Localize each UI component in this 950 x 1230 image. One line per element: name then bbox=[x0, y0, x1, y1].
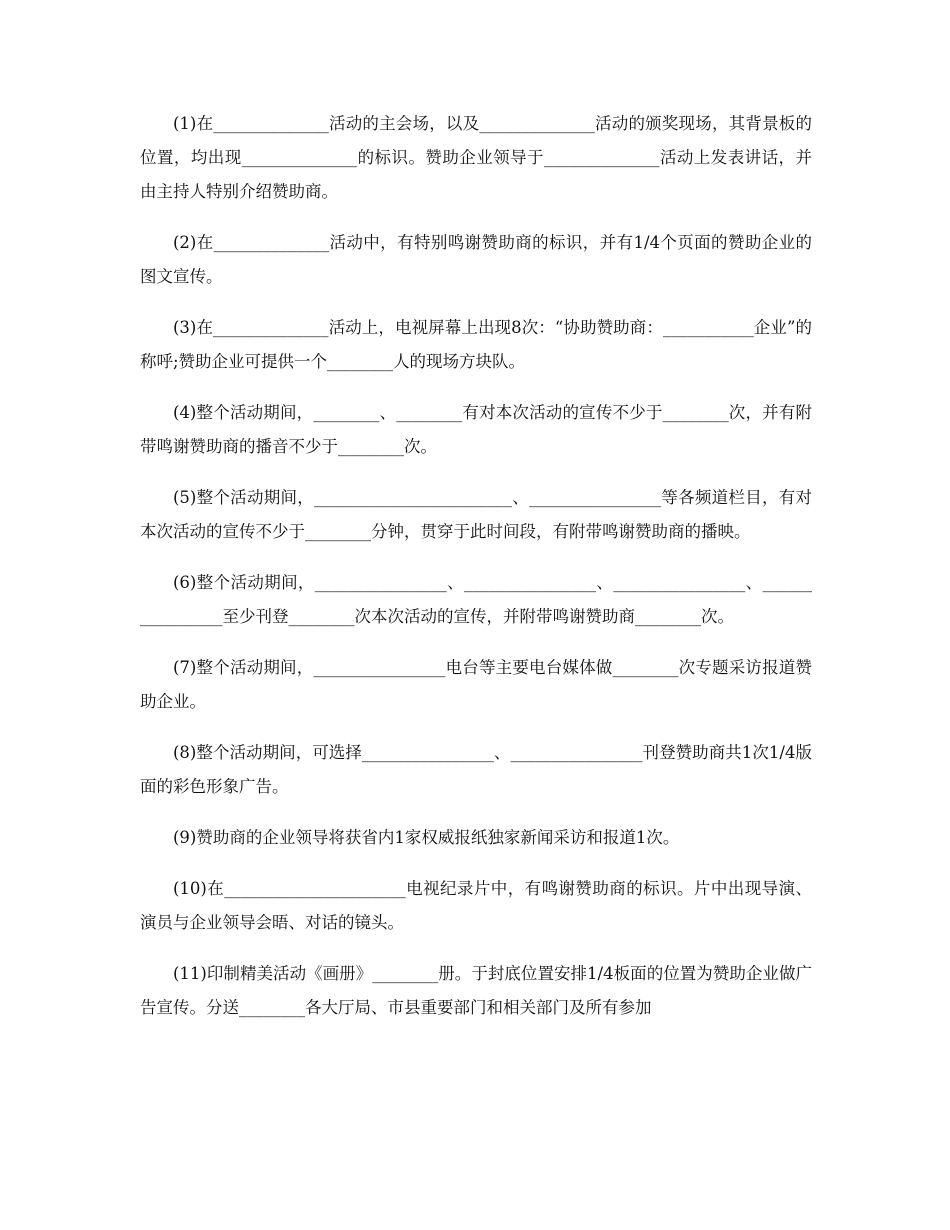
paragraph-item-4: (4)整个活动期间，________、________有对本次活动的宣传不少于________次，并有附带鸣谢赞助商的播音不少于________次。 bbox=[140, 403, 812, 456]
paragraph-item-1: (1)在______________活动的主会场，以及______________活动的颁奖现场，其背景板的位置，均出现______________的标识。赞助企业领导于______________活动上发表讲话，并由主持人特别介绍赞助商。 bbox=[140, 114, 812, 201]
paragraph-item-10: (10)在______________________电视纪录片中，有鸣谢赞助商的标识。片中出现导演、演员与企业领导会晤、对话的镜头。 bbox=[140, 879, 812, 932]
paragraph-item-11: (11)印制精美活动《画册》________册。于封底位置安排1/4板面的位置为赞助企业做广告宣传。分送________各大厅局、市县重要部门和相关部门及所有参加 bbox=[140, 964, 812, 1017]
paragraph-item-5: (5)整个活动期间，________________________、________________等各频道栏目，有对本次活动的宣传不少于________分钟，贯穿于此时间段，有附带鸣谢赞助商的播映。 bbox=[140, 488, 812, 541]
paragraph-item-6: (6)整个活动期间，________________、________________、________________、________________至少刊登________次本次活动的宣传，并附带鸣谢赞助商________次。 bbox=[140, 573, 812, 626]
paragraph-item-8: (8)整个活动期间，可选择________________、________________刊登赞助商共1次1/4版面的彩色形象广告。 bbox=[140, 743, 812, 796]
paragraph-item-2: (2)在______________活动中，有特别鸣谢赞助商的标识，并有1/4个页面的赞助企业的图文宣传。 bbox=[140, 233, 812, 286]
document-page bbox=[140, 107, 812, 1042]
paragraph-item-7: (7)整个活动期间，________________电台等主要电台媒体做________次专题采访报道赞助企业。 bbox=[140, 658, 812, 711]
paragraph-item-9: (9)赞助商的企业领导将获省内1家权威报纸独家新闻采访和报道1次。 bbox=[173, 828, 680, 847]
paragraph-item-3: (3)在______________活动上，电视屏幕上出现8次：“协助赞助商：___________企业”的称呼;赞助企业可提供一个________人的现场方块队。 bbox=[140, 318, 812, 371]
